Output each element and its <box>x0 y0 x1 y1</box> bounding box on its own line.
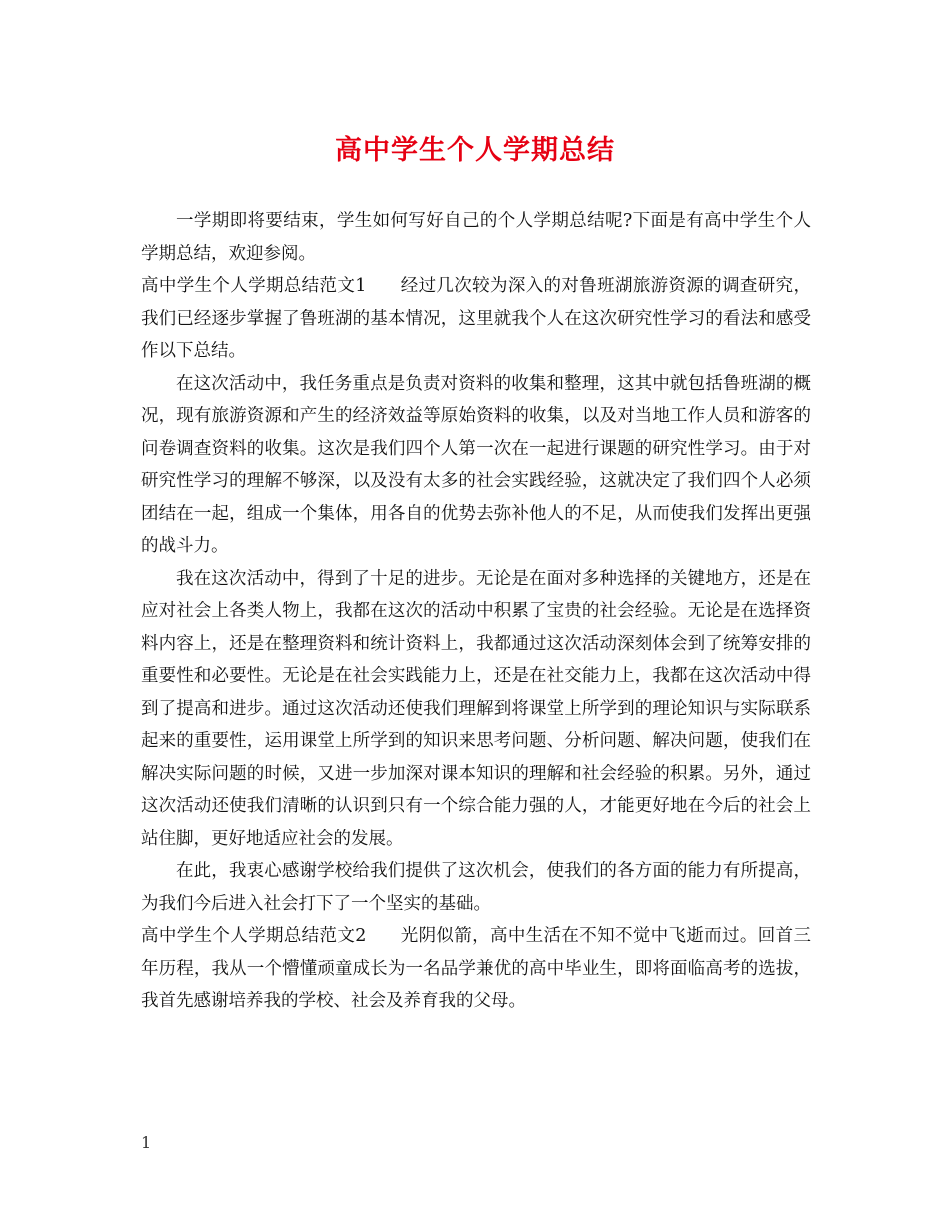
section1-heading: 高中学生个人学期总结范文1 <box>141 276 367 296</box>
section1-paragraph-1: 在这次活动中，我任务重点是负责对资料的收集和整理，这其中就包括鲁班湖的概况，现有旅游资源和产生的经济效益等原始资料的收集，以及对当地工作人员和游客的问卷调查资料的收集。这次是我们四个人第一次在一起进行课题的研究性学习。由于对研究性学习的理解不够深，以及没有太多的社会实践经验，这就决定了我们四个人必须团结在一起，组成一个集体，用各自的优势去弥补他人的不足，从而使我们发挥出更强的战斗力。 <box>141 373 811 556</box>
document-title: 高中学生个人学期总结 <box>335 135 615 166</box>
section2-lead: 光阴似箭，高中生活在不知不觉中飞逝而过。回首三年历程，我从一个懵懂顽童成长为一名品学兼优的高中毕业生，即将面临高考的选拔，我首先感谢培养我的学校、社会及养育我的父母。 <box>141 926 811 1011</box>
section2-heading: 高中学生个人学期总结范文2 <box>141 926 367 946</box>
section1-lead: 经过几次较为深入的对鲁班湖旅游资源的调查研究，我们已经逐步掌握了鲁班湖的基本情况，这里就我个人在这次研究性学习的看法和感受作以下总结。 <box>141 276 811 361</box>
document-body <box>141 205 811 1018</box>
section1-paragraph-2: 我在这次活动中，得到了十足的进步。无论是在面对多种选择的关键地方，还是在应对社会上各类人物上，我都在这次的活动中积累了宝贵的社会经验。无论是在选择资料内容上，还是在整理资料和统计资料上，我都通过这次活动深刻体会到了统筹安排的重要性和必要性。无论是在社会实践能力上，还是在社交能力上，我都在这次活动中得到了提高和进步。通过这次活动还使我们理解到将课堂上所学到的理论知识与实际联系起来的重要性，运用课堂上所学到的知识来思考问题、分析问题、解决问题，使我们在解决实际问题的时候，又进一步加深对课本知识的理解和社会经验的积累。另外，通过这次活动还使我们清晰的认识到只有一个综合能力强的人，才能更好地在今后的社会上站住脚，更好地适应社会的发展。 <box>141 568 811 849</box>
section2-paragraph <box>141 920 811 1018</box>
intro-paragraph: 一学期即将要结束，学生如何写好自己的个人学期总结呢?下面是有高中学生个人学期总结，欢迎参阅。 <box>141 211 811 264</box>
section1-paragraph <box>141 270 811 368</box>
page-number: 1 <box>141 1133 152 1152</box>
section1-paragraph-3: 在此，我衷心感谢学校给我们提供了这次机会，使我们的各方面的能力有所提高，为我们今后进入社会打下了一个坚实的基础。 <box>141 861 811 914</box>
